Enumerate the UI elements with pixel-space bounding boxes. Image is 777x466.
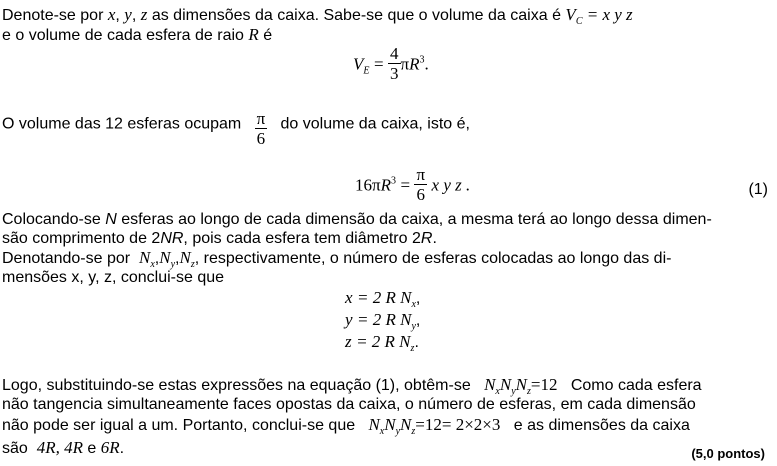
paragraph-5-line-1: Logo, substituindo-se estas expressões na equação (1), obtêm-se $N_xN_yN_z=12$ Como cada esfera [2, 375, 702, 397]
paragraph-5-line-3: não pode ser igual a um. Portanto, conclui-se que $N_xN_yN_z=12= 2\times 2\times 3$ e as dimensões da caixa [2, 415, 690, 437]
equation-number: (1) [748, 181, 768, 198]
var-x: x [107, 5, 116, 24]
paragraph-2 [2, 105, 470, 148]
paragraph-5-line-4: são 4R, 4R e 6R. [2, 438, 125, 457]
paragraph-5-line-2: não tangencia simultaneamente faces opostas da caixa, o número de esferas, em cada dimensão [2, 396, 696, 413]
text: O volume das 12 esferas ocupam [2, 115, 242, 133]
text: Denote-se por [2, 7, 104, 24]
system-row-y: y = 2 R $N_y$, [345, 310, 421, 332]
var-z: z [140, 5, 148, 24]
paragraph-3-line-1: Colocando-se N esferas ao longo de cada dimensão da caixa, a mesma terá ao longo dessa dimen- [2, 211, 712, 228]
comma: , [131, 7, 137, 24]
volume-box-formula: $V_C = x$ y z [565, 5, 633, 27]
system-row-z: z = 2 R $N_z$. [345, 332, 419, 354]
paragraph-4-line-2: mensões x, y, z, conclui-se que [2, 269, 225, 286]
paragraph-1-line-2 [2, 25, 272, 45]
text: é [263, 27, 273, 44]
paragraph-4-line-1: Denotando-se por $N_x,N_y,N_z$, respectivamente, o número de esferas colocadas ao longo das di- [2, 248, 672, 270]
fraction-4-3: $\frac{4}{3}$ [390, 44, 399, 83]
fraction-pi-6: $\frac{\pi}{6}$ [256, 109, 266, 148]
var-y: y [124, 5, 132, 24]
equation-sphere-volume: $V_E$ = $\frac{4}{3}$ $\pi R^3$. [353, 44, 429, 83]
system-row-x: x = 2 R $N_x$, [345, 288, 421, 310]
equation-1: $16\pi R^3$ = $\frac{\pi}{6}$ x y z . [355, 165, 471, 204]
fraction-pi-6-eq1: $\frac{\pi}{6}$ [416, 165, 426, 204]
comma: , [115, 7, 120, 24]
var-R: R [248, 25, 259, 44]
paragraph-3-line-2: são comprimento de 2NR, pois cada esfera tem diâmetro 2R. [2, 230, 437, 247]
text: e o volume de cada esfera de raio [2, 27, 244, 44]
text: as dimensões da caixa. Sabe-se que o volume da caixa é [151, 7, 561, 24]
points-label: (5,0 pontos) [691, 446, 765, 461]
text: do volume da caixa, isto é, [280, 115, 470, 133]
